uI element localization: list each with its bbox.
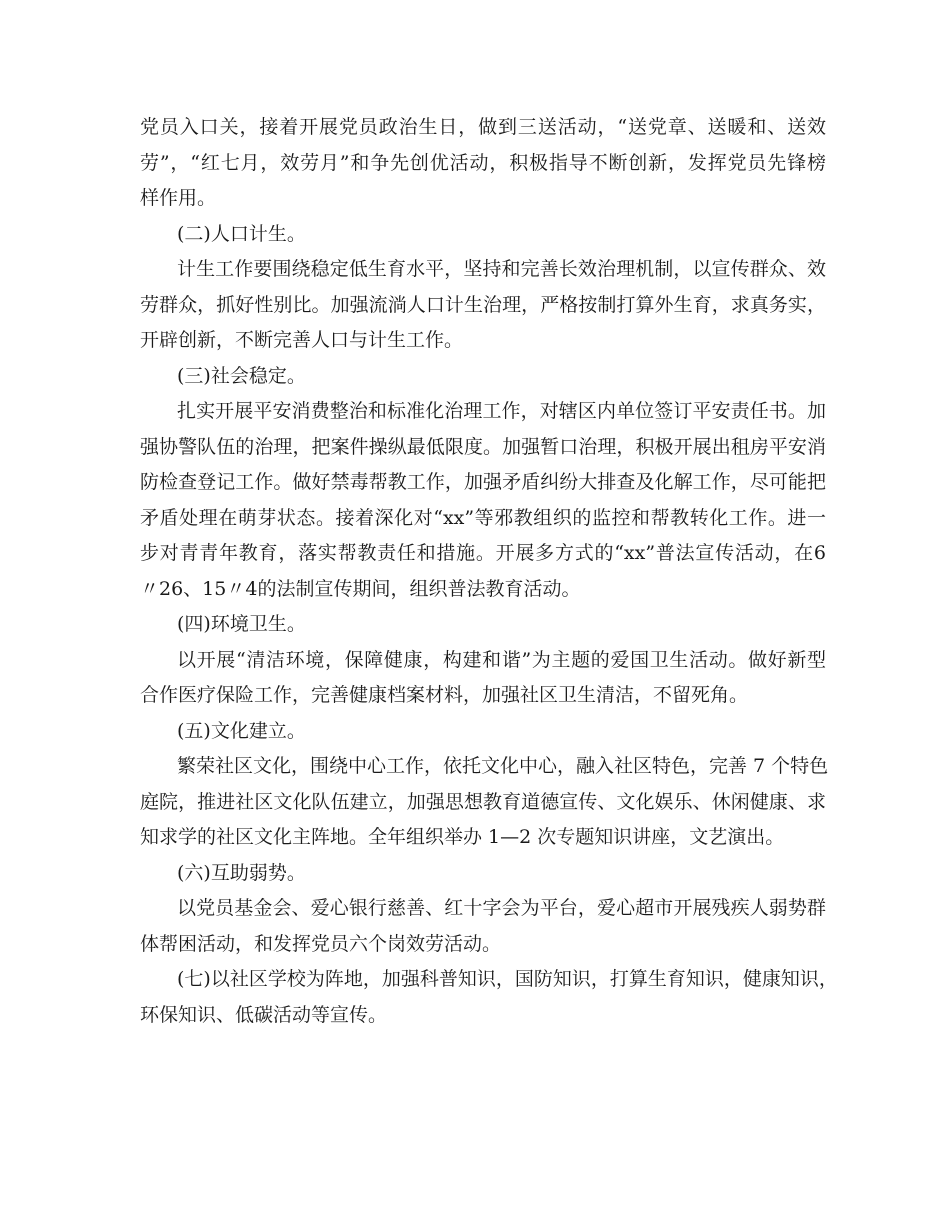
text-line: 计生工作要围绕稳定低生育水平，坚持和完善长效治理机制，以宣传群众、效: [177, 258, 826, 280]
text-line: 开辟创新，不断完善人口与计生工作。: [140, 329, 464, 351]
text-line: 繁荣社区文化，围绕中心工作，依托文化中心，融入社区特色，完善 7 个特色: [177, 755, 829, 777]
text-line: 劳群众，抓好性别比。加强流淌人口计生治理，严格按制打算外生育，求真务实，: [140, 293, 826, 316]
text-line: 知求学的社区文化主阵地。全年组织举办 1—2 次专题知识讲座，文艺演出。: [140, 826, 785, 848]
section-heading: (五)文化建立。: [177, 719, 306, 742]
text-line: 以开展“清洁环境，保障健康，构建和谐”为主题的爱国卫生活动。做好新型: [177, 648, 826, 671]
text-line: 环保知识、低碳活动等宣传。: [140, 1003, 388, 1026]
text-line: 〃26、15〃4的法制宣传期间，组织普法教育活动。: [140, 577, 581, 600]
text-line: 矛盾处理在萌芽状态。接着深化对“xx”等邪教组织的监控和帮教转化工作。进一: [140, 506, 826, 529]
section-heading: (六)互助弱势。: [177, 861, 306, 884]
text-line: 以党员基金会、爱心银行慈善、红十字会为平台，爱心超市开展残疾人弱势群: [177, 897, 826, 919]
section-heading: (七)以社区学校为阵地，加强科普知识，国防知识，打算生育知识，健康知识，: [177, 968, 838, 990]
text-line: 样作用。: [140, 187, 217, 209]
document-body: [140, 110, 838, 1033]
section-heading: (四)环境卫生。: [177, 613, 306, 635]
text-line: 合作医疗保险工作，完善健康档案材料，加强社区卫生清洁，不留死角。: [140, 684, 749, 706]
text-line: 党员入口关，接着开展党员政治生日，做到三送活动，“送党章、送暖和、送效: [140, 116, 826, 138]
text-line: 庭院，推进社区文化队伍建立，加强思想教育道德宣传、文化娱乐、休闲健康、求: [140, 790, 826, 813]
text-line: 扎实开展平安消费整治和标准化治理工作，对辖区内单位签订平安责任书。加: [177, 400, 826, 422]
section-heading: (三)社会稳定。: [177, 364, 306, 387]
text-line: 强协警队伍的治理，把案件操纵最低限度。加强暂口治理，积极开展出租房平安消: [140, 435, 826, 458]
text-line: 体帮困活动，和发挥党员六个岗效劳活动。: [140, 932, 502, 955]
text-line: 步对青青年教育，落实帮教责任和措施。开展多方式的“xx”普法宣传活动，在6: [140, 542, 826, 564]
text-line: 防检查登记工作。做好禁毒帮教工作，加强矛盾纠纷大排查及化解工作，尽可能把: [140, 471, 826, 493]
text-line: 劳”，“红七月，效劳月”和争先创优活动，积极指导不断创新，发挥党员先锋榜: [140, 151, 826, 174]
section-heading: (二)人口计生。: [177, 222, 306, 245]
